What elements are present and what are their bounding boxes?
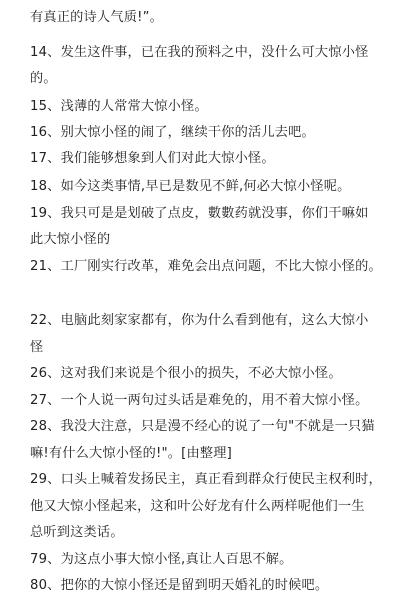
text-line: 他又大惊小怪起来，这和叶公好龙有什么两样呢他们一生: [30, 499, 365, 514]
text-line: 14、发生这件事，已在我的预料之中，没什么可大惊小怪: [30, 45, 369, 60]
text-line: 有真正的诗人气质!”。: [30, 10, 164, 25]
text-line: 27、一个人说一两句过头话是难免的，用不着大惊小怪。: [30, 393, 369, 408]
text-line: 22、电脑此刻家家都有，你为什么看到他有，这么大惊小: [30, 313, 369, 328]
text-line: 嘛!有什么大惊小怪的!"。[由整理]: [30, 446, 232, 461]
text-line: 80、把你的大惊小怪还是留到明天婚礼的时候吧。: [30, 578, 329, 593]
text-line: 26、这对我们来说是个很小的损失，不必大惊小怪。: [30, 366, 342, 381]
text-line: 16、别大惊小怪的闹了，继续干你的活儿去吧。: [30, 125, 315, 140]
text-line: 总听到这类话。: [30, 525, 124, 540]
text-line: 28、我没大注意，只是漫不经心的说了一句"不就是一只猫: [30, 419, 375, 434]
text-line: 18、如今这类事情,早已是数见不鲜,何必大惊小怪呢。: [30, 179, 351, 194]
text-line: 19、我只可是是划破了点皮，數數药就没事，你们干嘛如: [30, 206, 369, 221]
text-line: 79、为这点小事大惊小怪,真让人百思不解。: [30, 552, 293, 567]
text-line: 15、浅薄的人常常大惊小怪。: [30, 99, 208, 114]
text-line: 的。: [30, 71, 57, 86]
text-line: 21、工厂刚实行改革，难免会出点问题，不比大惊小怪的。: [30, 259, 382, 274]
text-line: 怪: [30, 340, 44, 355]
text-line: 29、口头上喊着发扬民主，真正看到群众行使民主权利时，: [30, 472, 382, 487]
text-line: 17、我们能够想象到人们对此大惊小怪。: [30, 151, 275, 166]
text-line: 此大惊小怪的: [30, 232, 111, 247]
